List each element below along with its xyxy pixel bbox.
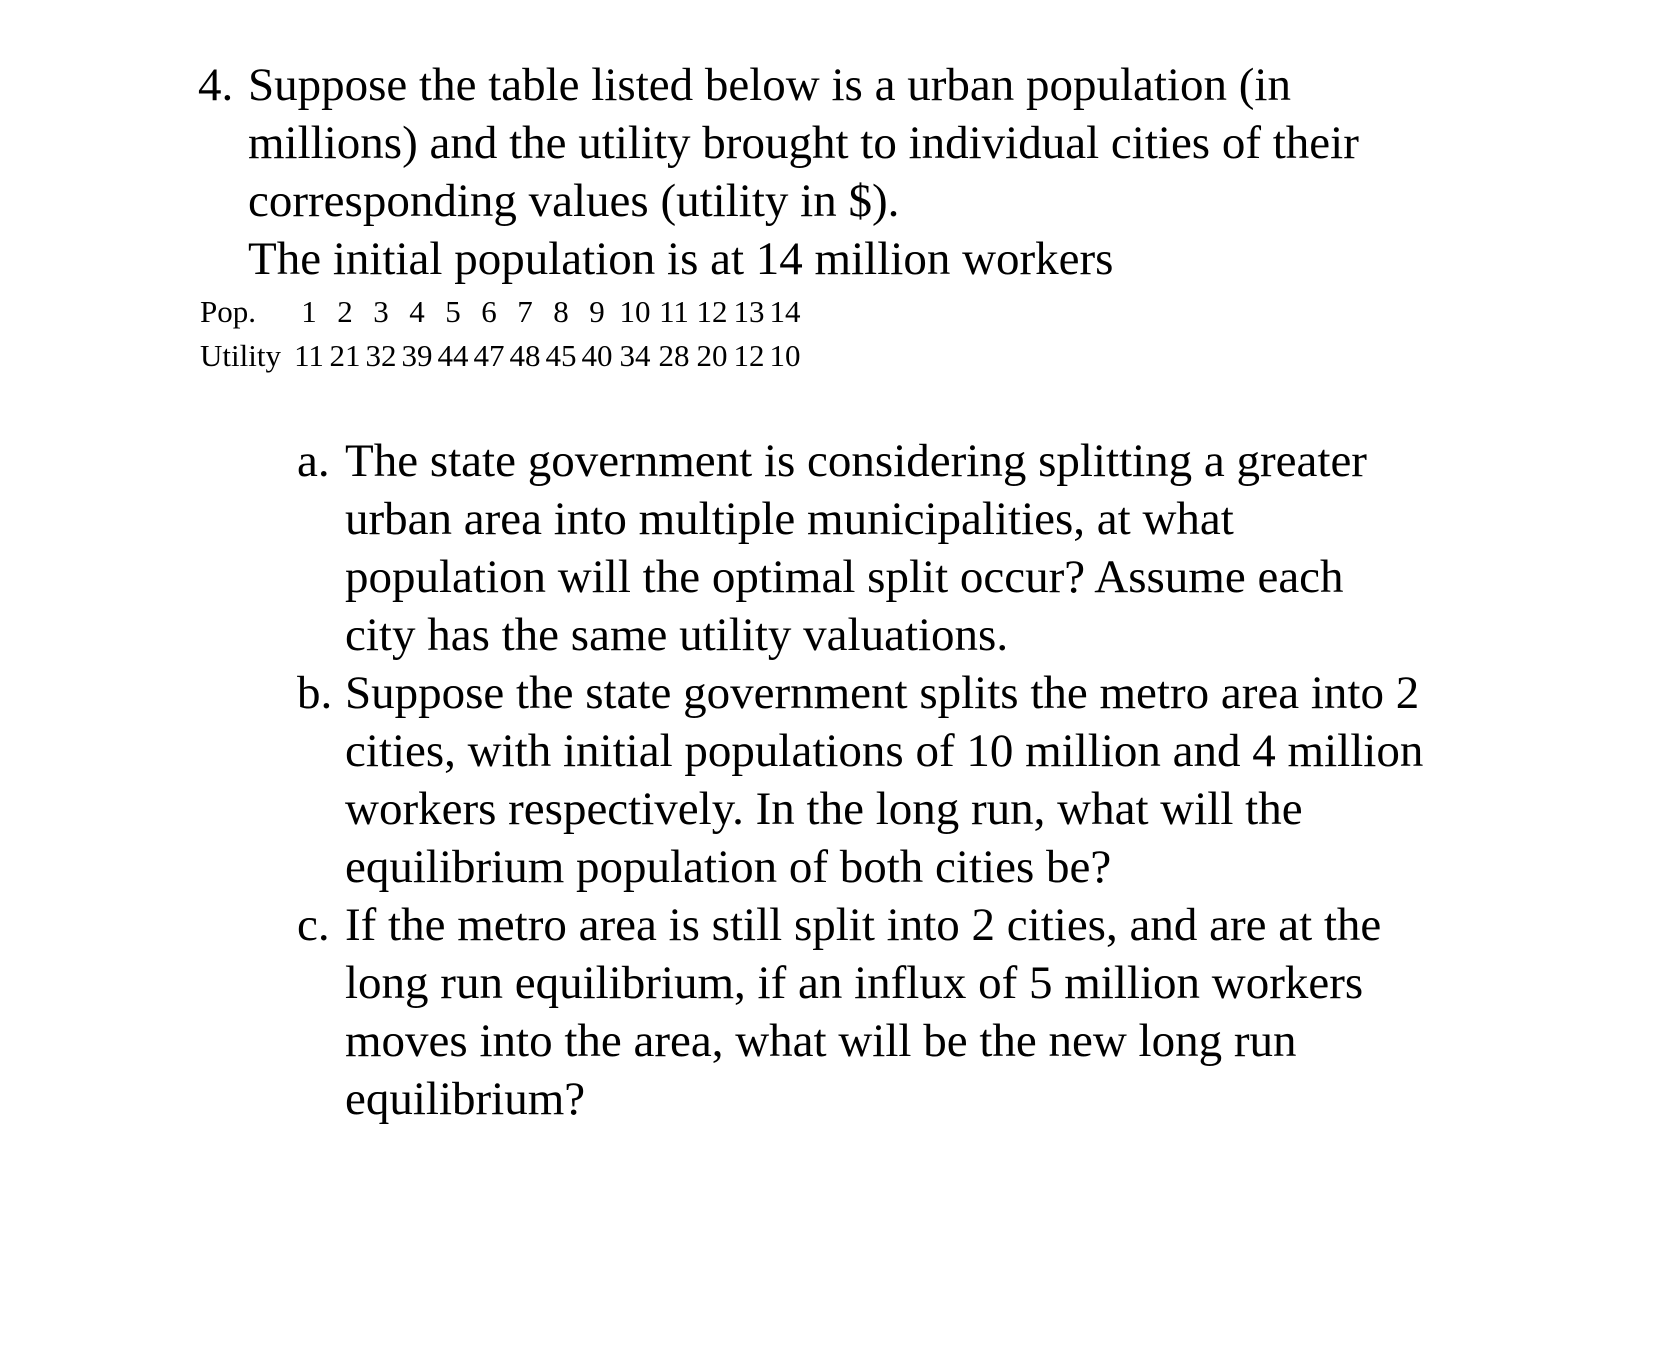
population-label: Pop. xyxy=(200,294,256,329)
population-cell: 3 xyxy=(373,294,389,329)
population-cell: 11 xyxy=(659,294,689,329)
utility-cell: 48 xyxy=(509,338,541,373)
population-cell: 10 xyxy=(619,294,651,329)
utility-label: Utility xyxy=(200,338,281,373)
utility-cell: 32 xyxy=(365,338,397,373)
question-line-1 xyxy=(198,56,1498,114)
subquestion-text: cities, with initial populations of 10 million and 4 million xyxy=(345,725,1424,777)
utility-cell: 10 xyxy=(769,338,801,373)
subquestion-list xyxy=(297,432,1597,1128)
subquestion-text: moves into the area, what will be the new long run xyxy=(345,1015,1297,1067)
utility-cell: 21 xyxy=(329,338,361,373)
utility-cell: 45 xyxy=(545,338,577,373)
utility-cell: 39 xyxy=(401,338,433,373)
subquestion-text: long run equilibrium, if an influx of 5 million workers xyxy=(345,957,1364,1009)
subquestion-marker: c. xyxy=(297,899,330,951)
utility-cell: 40 xyxy=(581,338,613,373)
population-row xyxy=(200,290,803,334)
utility-row xyxy=(200,334,803,378)
subquestion-text: city has the same utility valuations. xyxy=(345,609,1009,661)
population-cell: 14 xyxy=(769,294,801,329)
question-text: millions) and the utility brought to individual cities of their xyxy=(248,117,1359,169)
subquestion-marker: a. xyxy=(297,435,330,487)
question-text: The initial population is at 14 million workers xyxy=(248,233,1114,285)
subquestion-text: urban area into multiple municipalities, at what xyxy=(345,493,1234,545)
utility-cell: 11 xyxy=(294,338,324,373)
population-cell: 5 xyxy=(445,294,461,329)
subquestion-text: The state government is considering splitting a greater xyxy=(345,435,1367,487)
population-cell: 9 xyxy=(589,294,605,329)
utility-cell: 28 xyxy=(658,338,690,373)
population-cell: 4 xyxy=(409,294,425,329)
subquestion-text: Suppose the state government splits the metro area into 2 xyxy=(345,667,1420,719)
population-cell: 2 xyxy=(337,294,353,329)
subquestion-text: If the metro area is still split into 2 cities, and are at the xyxy=(345,899,1382,951)
population-cell: 6 xyxy=(481,294,497,329)
subquestion-a xyxy=(297,432,1597,664)
population-cell: 7 xyxy=(517,294,533,329)
utility-cell: 12 xyxy=(733,338,765,373)
question-text: corresponding values (utility in $). xyxy=(248,175,900,227)
subquestion-text: equilibrium population of both cities be? xyxy=(345,841,1112,893)
utility-cell: 34 xyxy=(619,338,651,373)
question-4 xyxy=(198,56,1498,288)
subquestion-c xyxy=(297,896,1597,1128)
subquestion-b xyxy=(297,664,1597,896)
population-cell: 1 xyxy=(301,294,317,329)
question-text: Suppose the table listed below is a urban population (in xyxy=(248,59,1291,111)
subquestion-text: population will the optimal split occur? Assume each xyxy=(345,551,1344,603)
subquestion-text: workers respectively. In the long run, what will the xyxy=(345,783,1303,835)
utility-cell: 47 xyxy=(473,338,505,373)
question-number: 4. xyxy=(198,59,234,111)
population-cell: 8 xyxy=(553,294,569,329)
population-utility-table xyxy=(200,290,803,378)
population-cell: 13 xyxy=(733,294,765,329)
population-cell: 12 xyxy=(696,294,728,329)
subquestion-marker: b. xyxy=(297,667,333,719)
utility-cell: 20 xyxy=(696,338,728,373)
utility-cell: 44 xyxy=(437,338,469,373)
subquestion-text: equilibrium? xyxy=(345,1073,586,1125)
